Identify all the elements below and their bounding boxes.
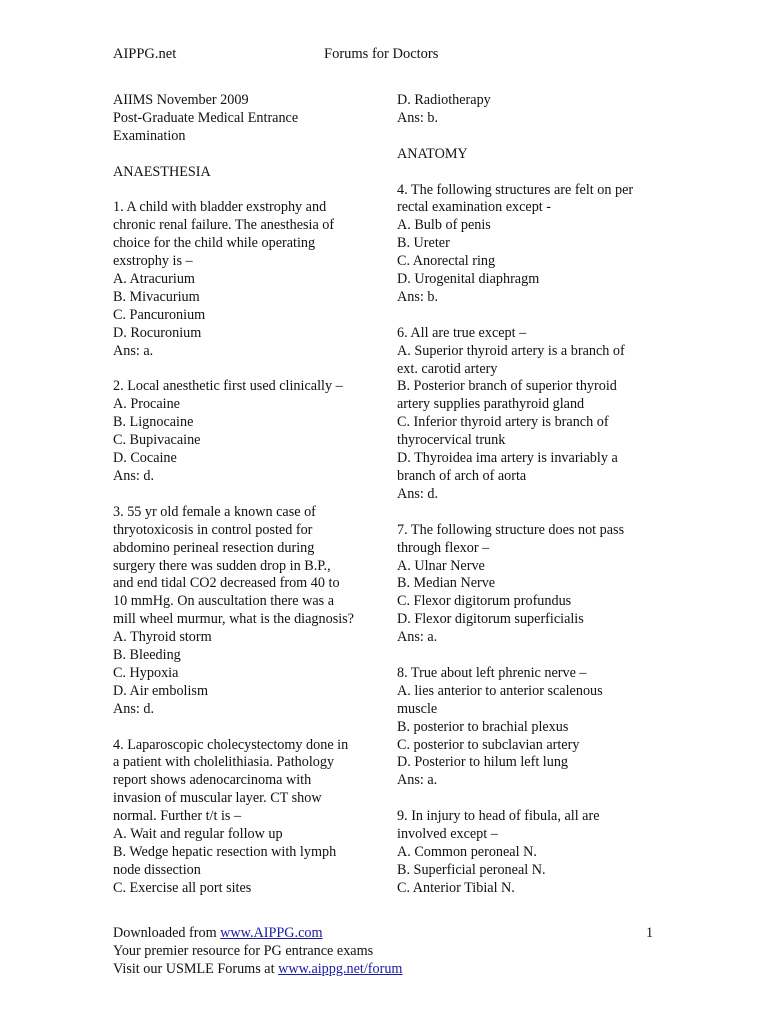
aippg-com-link[interactable]: www.AIPPG.com bbox=[220, 925, 323, 941]
right-column-text-line: D. Urogenital diaphragm bbox=[397, 271, 540, 288]
left-column-text-line: Ans: a. bbox=[113, 342, 154, 359]
left-column-text-line: C. Exercise all port sites bbox=[113, 879, 252, 896]
right-column-block bbox=[397, 522, 662, 647]
aippg-forum-link[interactable]: www.aippg.net/forum bbox=[278, 960, 403, 977]
left-column-text-line: choice for the child while operating bbox=[113, 235, 316, 252]
left-column-text-line: 1. A child with bladder exstrophy and bbox=[113, 199, 327, 216]
right-column-text-line: thyrocervical trunk bbox=[397, 432, 506, 449]
right-column-text-line: 6. All are true except – bbox=[397, 324, 527, 341]
right-column-text-line: A. Common peroneal N. bbox=[397, 843, 537, 860]
left-column-text-line: D. Air embolism bbox=[113, 682, 208, 699]
left-column-text-line: C. Hypoxia bbox=[113, 664, 179, 681]
page-footer bbox=[113, 925, 402, 979]
left-column-text-line: A. Atracurium bbox=[113, 271, 195, 288]
right-column-block bbox=[397, 808, 662, 898]
header-site-name: AIPPG.net bbox=[113, 46, 177, 62]
left-column-text-line: 3. 55 yr old female a known case of bbox=[113, 503, 316, 520]
left-column-text-line: C. Bupivacaine bbox=[113, 432, 201, 449]
right-column-text-line: B. Posterior branch of superior thyroid bbox=[397, 378, 617, 395]
right-column-text-line: ext. carotid artery bbox=[397, 360, 498, 377]
right-column-text-line: involved except – bbox=[397, 826, 498, 843]
left-column-text-line: C. Pancuronium bbox=[113, 306, 206, 323]
header-forum-title: Forums for Doctors bbox=[324, 46, 439, 62]
right-column-block bbox=[397, 325, 662, 504]
right-column-text-line: rectal examination except - bbox=[397, 199, 552, 216]
left-column-text-line: 4. Laparoscopic cholecystectomy done in bbox=[113, 736, 349, 753]
right-column-text-line: artery supplies parathyroid gland bbox=[397, 396, 585, 413]
left-column-text-line: Ans: d. bbox=[113, 467, 154, 484]
left-column-text-line: D. Cocaine bbox=[113, 450, 177, 467]
left-column-text-line: B. Bleeding bbox=[113, 647, 181, 664]
left-column-text-line: surgery there was sudden drop in B.P., bbox=[113, 557, 331, 574]
footer-forum-line bbox=[113, 961, 402, 979]
left-column-block bbox=[113, 737, 378, 898]
right-column-text-line: A. Bulb of penis bbox=[397, 217, 491, 234]
footer-tagline: Your premier resource for PG entrance exams bbox=[113, 942, 374, 959]
left-column-text-line: 2. Local anesthetic first used clinically – bbox=[113, 378, 343, 395]
right-column-text-line: Ans: a. bbox=[397, 772, 438, 789]
left-column bbox=[113, 92, 378, 916]
left-column-text-line: normal. Further t/t is – bbox=[113, 808, 242, 825]
left-column-text-line: B. Mivacurium bbox=[113, 288, 200, 305]
left-column-text-line: Examination bbox=[113, 127, 186, 144]
right-column-block bbox=[397, 665, 662, 790]
right-column-text-line: C. Anorectal ring bbox=[397, 253, 496, 270]
left-column-text-line: A. Thyroid storm bbox=[113, 629, 212, 646]
left-column-text-line: Ans: d. bbox=[113, 700, 154, 717]
left-column-block bbox=[113, 92, 378, 146]
page-number: 1 bbox=[646, 925, 654, 941]
left-column-text-line: and end tidal CO2 decreased from 40 to bbox=[113, 575, 340, 592]
right-column-block bbox=[397, 182, 662, 307]
left-column-text-line: invasion of muscular layer. CT show bbox=[113, 790, 322, 807]
left-column-text-line: D. Rocuronium bbox=[113, 324, 202, 341]
right-column-text-line: branch of arch of aorta bbox=[397, 467, 527, 484]
left-column-text-line: report shows adenocarcinoma with bbox=[113, 772, 312, 789]
right-column-text-line: Ans: a. bbox=[397, 629, 438, 646]
right-column-text-line: ANATOMY bbox=[397, 145, 468, 162]
footer-forum-text: Visit our USMLE Forums at bbox=[113, 960, 279, 977]
left-column-text-line: a patient with cholelithiasia. Pathology bbox=[113, 754, 335, 771]
right-column-text-line: D. Posterior to hilum left lung bbox=[397, 754, 569, 771]
left-column-text-line: B. Lignocaine bbox=[113, 414, 194, 431]
right-column-block bbox=[397, 92, 662, 128]
right-column-text-line: C. posterior to subclavian artery bbox=[397, 736, 580, 753]
left-column-text-line: A. Wait and regular follow up bbox=[113, 826, 283, 843]
left-column-text-line: exstrophy is – bbox=[113, 253, 193, 270]
right-column-text-line: D. Radiotherapy bbox=[397, 92, 491, 108]
left-column-block bbox=[113, 164, 378, 182]
left-column-text-line: ANAESTHESIA bbox=[113, 163, 211, 180]
footer-download-line bbox=[113, 925, 402, 943]
left-column-text-line: B. Wedge hepatic resection with lymph bbox=[113, 843, 337, 860]
right-column-text-line: C. Anterior Tibial N. bbox=[397, 879, 515, 896]
right-column-text-line: B. Ureter bbox=[397, 235, 450, 252]
left-column-text-line: Post-Graduate Medical Entrance bbox=[113, 109, 299, 126]
left-column-text-line: mill wheel murmur, what is the diagnosis? bbox=[113, 611, 354, 628]
right-column-text-line: B. posterior to brachial plexus bbox=[397, 718, 569, 735]
right-column-text-line: Ans: d. bbox=[397, 485, 438, 502]
right-column-text-line: B. Superficial peroneal N. bbox=[397, 861, 546, 878]
left-column-text-line: chronic renal failure. The anesthesia of bbox=[113, 217, 335, 234]
right-column-text-line: A. lies anterior to anterior scalenous bbox=[397, 682, 603, 699]
left-column-text-line: AIIMS November 2009 bbox=[113, 92, 249, 108]
left-column-block bbox=[113, 378, 378, 485]
right-column-text-line: 8. True about left phrenic nerve – bbox=[397, 664, 587, 681]
right-column-text-line: A. Superior thyroid artery is a branch of bbox=[397, 342, 625, 359]
right-column-text-line: Ans: b. bbox=[397, 109, 438, 126]
right-column-text-line: Ans: b. bbox=[397, 288, 438, 305]
left-column-text-line: 10 mmHg. On auscultation there was a bbox=[113, 593, 335, 610]
right-column-text-line: B. Median Nerve bbox=[397, 575, 496, 592]
right-column-text-line: 7. The following structure does not pass bbox=[397, 521, 625, 538]
left-column-text-line: thryotoxicosis in control posted for bbox=[113, 521, 313, 538]
right-column-text-line: through flexor – bbox=[397, 539, 490, 556]
left-column-block bbox=[113, 504, 378, 719]
right-column-text-line: D. Flexor digitorum superficialis bbox=[397, 611, 584, 628]
left-column-text-line: A. Procaine bbox=[113, 396, 180, 413]
left-column-block bbox=[113, 199, 378, 360]
right-column-text-line: D. Thyroidea ima artery is invariably a bbox=[397, 450, 618, 467]
right-column-text-line: C. Flexor digitorum profundus bbox=[397, 593, 572, 610]
footer-download-text: Downloaded from bbox=[113, 925, 221, 941]
right-column-block bbox=[397, 146, 662, 164]
right-column-text-line: muscle bbox=[397, 700, 438, 717]
left-column-text-line: node dissection bbox=[113, 861, 201, 878]
right-column-text-line: C. Inferior thyroid artery is branch of bbox=[397, 414, 609, 431]
left-column-text-line: abdomino perineal resection during bbox=[113, 539, 315, 556]
right-column bbox=[397, 92, 662, 916]
right-column-text-line: 9. In injury to head of fibula, all are bbox=[397, 808, 600, 825]
right-column-text-line: 4. The following structures are felt on per bbox=[397, 181, 634, 198]
right-column-text-line: A. Ulnar Nerve bbox=[397, 557, 485, 574]
